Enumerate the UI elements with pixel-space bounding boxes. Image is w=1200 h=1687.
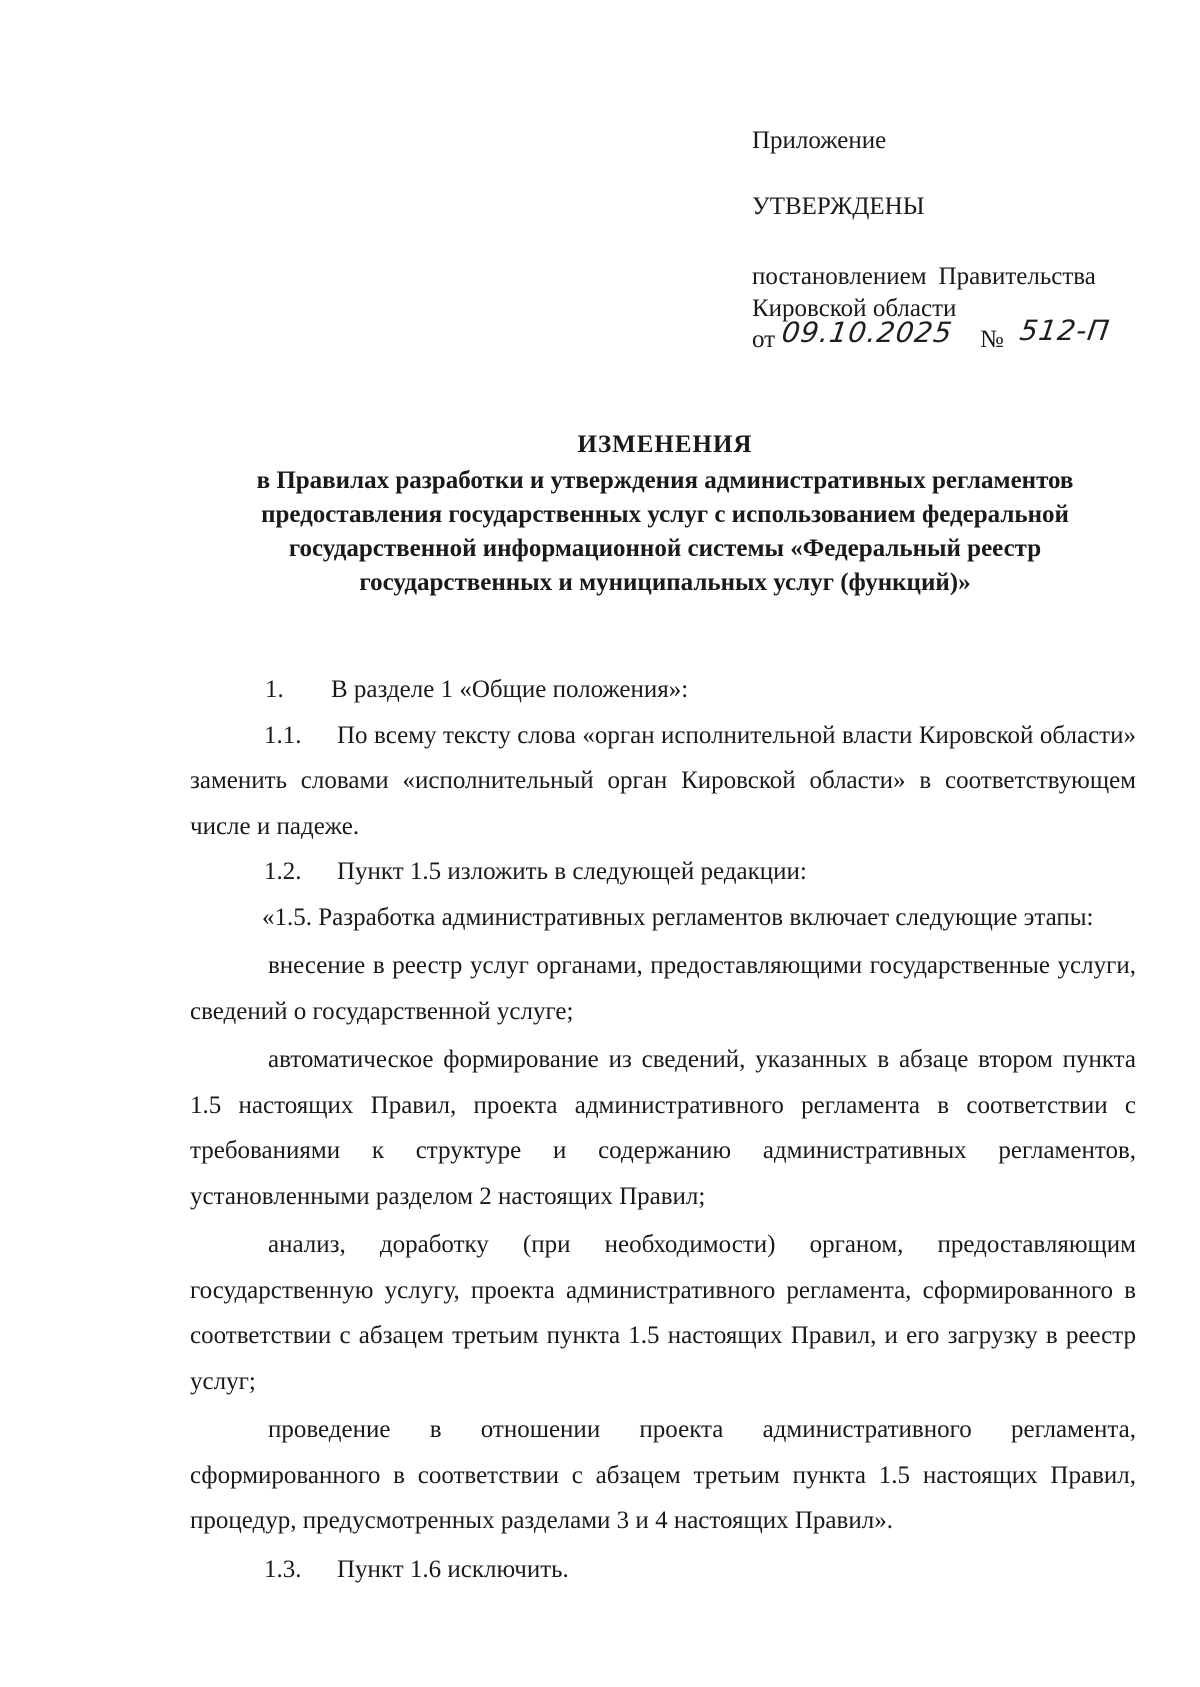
item-1-3-number: 1.3. (264, 1555, 302, 1583)
item-1-2-number: 1.2. (264, 858, 302, 885)
stage-paragraph: внесение в реестр услуг органами, предоставляющими государственные услуги, сведений о государственной услуге; (190, 952, 1136, 1025)
title-line: в Правилах разработки и утверждения административных регламентов (256, 467, 1074, 494)
section-1-text: В разделе 1 «Общие положения»: (331, 676, 689, 703)
stage-paragraph: анализ, доработку (при необходимости) органом, предоставляющим государственную услугу, проекта административного регламента, сформированного в соответствии с абзацем третьим пункта 1.5 настоящих Правил, и его загрузку в реестр услуг; (190, 1231, 1136, 1395)
handwritten-number: 512-П (1017, 314, 1112, 347)
title-line: предоставления государственных услуг с использованием федеральной (261, 501, 1069, 528)
region-label: Кировской области (752, 295, 957, 322)
document-title (190, 428, 1140, 600)
stage-paragraph: проведение в отношении проекта административного регламента, сформированного в соответствии с абзацем третьим пункта 1.5 настоящих Правил, процедур, предусмотренных разделами 3 и 4 настоящих Правил». (190, 1416, 1136, 1534)
date-number-line (752, 314, 1132, 355)
document-body (190, 667, 1136, 1592)
item-1-2 (190, 849, 1136, 895)
number-sign: № (980, 326, 1004, 353)
quoted-item-1-5: «1.5. Разработка административных регламентов включает следующие этапы: (262, 903, 1094, 931)
resolution-word: постановлением (752, 263, 927, 290)
date-prefix: от (752, 326, 776, 353)
section-1 (190, 667, 1136, 713)
appendix-label: Приложение (752, 127, 887, 154)
approved-label: УТВЕРЖДЕНЫ (752, 193, 925, 220)
item-1-3-text: Пункт 1.6 исключить. (337, 1555, 569, 1583)
item-1-2-text: Пункт 1.5 изложить в следующей редакции: (337, 858, 807, 885)
item-1-1 (190, 713, 1136, 850)
government-word: Правительства (938, 263, 1096, 290)
title-line: государственных и муниципальных услуг (функций)» (359, 569, 971, 596)
title-heading: ИЗМЕНЕНИЯ (577, 431, 753, 458)
section-1-number: 1. (265, 676, 284, 703)
title-line: государственной информационной системы «Федеральный реестр (288, 535, 1042, 562)
stage-paragraph: автоматическое формирование из сведений, указанных в абзаце втором пункта 1.5 настоящих Правил, проекта административного регламента в соответствии с требованиями к структуре и содержанию административных регламентов, установленными разделом 2 настоящих Правил; (190, 1046, 1136, 1210)
resolution-label (752, 262, 1096, 292)
item-1-3 (190, 1547, 1136, 1593)
handwritten-date: 09.10.2025 (779, 316, 955, 349)
item-1-1-text: По всему тексту слова «орган исполнительной власти Кировской области» заменить словами «исполнительный орган Кировской области» в соответствующем числе и падеже. (190, 721, 1136, 840)
item-1-1-number: 1.1. (264, 721, 302, 749)
